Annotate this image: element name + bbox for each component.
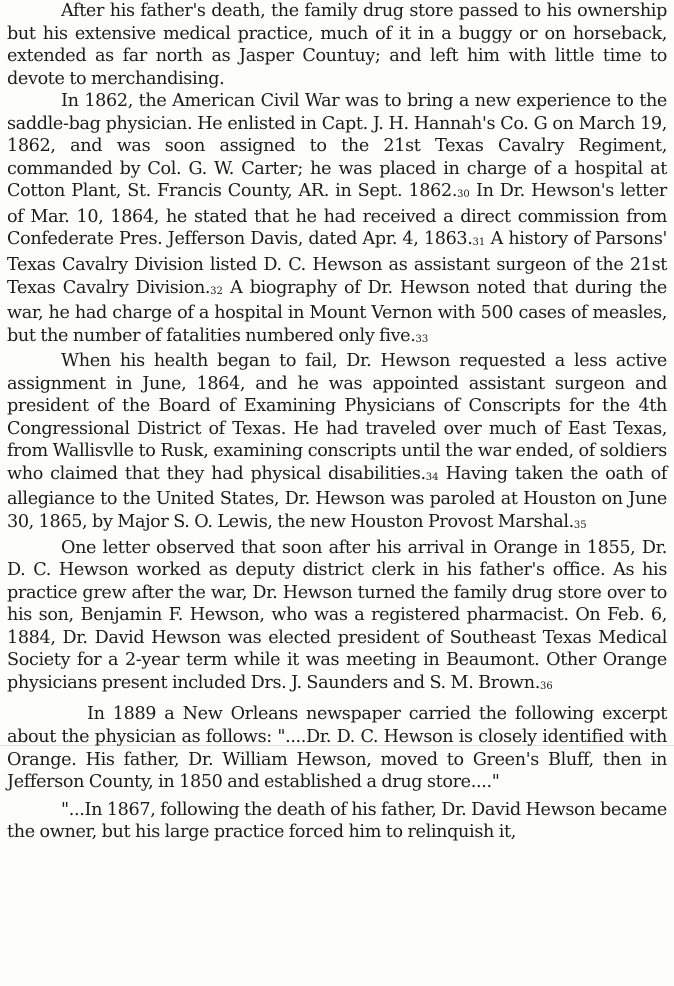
- footnote-ref-31: 31: [472, 237, 486, 249]
- paragraph-2-segment-4: A biography of Dr. Hewson noted that during the war, he had charge of a hospital in Mount Vernon with 500 cases of measles, but the number of fatalities numbered only five.: [7, 277, 667, 346]
- paragraph-2-segment-1: In 1862, the American Civil War was to bring a new experience to the saddle-bag physician. He enlisted in Capt. J. H. Hannah's Co. G on March 19, 1862, and was soon assigned to the 21st Texas Cavalry Regiment, commanded by Col. G. W. Carter; he was placed in charge of a hospital at Cotton Plant, St. Francis County, AR. in Sept. 1862.: [7, 91, 667, 202]
- footnote-ref-36: 36: [540, 680, 553, 692]
- paragraph-4-segment-1: One letter observed that soon after his arrival in Orange in 1855, Dr. D. C. Hewson worked as deputy district clerk in his father's office. As his practice grew after the war, Dr. Hewson turned the family drug store over to his son, Benjamin F. Hewson, who was a registered pharmacist. On Feb. 6, 1884, Dr. David Hewson was elected president of Southeast Texas Medical Society for a 2-year term while it was meeting in Beaumont. Other Orange physicians present included Drs. J. Saunders and S. M. Brown.: [7, 537, 667, 693]
- paragraph-2: [7, 90, 667, 350]
- paragraph-2-segment-3: A history of Parsons' Texas Cavalry Division listed D. C. Hewson as assistant surgeon of the 21st Texas Cavalry Division.: [7, 229, 667, 298]
- paragraph-3: [7, 350, 667, 536]
- document-page: [7, 0, 667, 844]
- footnote-ref-30: 30: [457, 189, 470, 201]
- paragraph-4: [7, 537, 667, 698]
- footnote-ref-34: 34: [425, 471, 439, 483]
- footnote-ref-32: 32: [210, 285, 223, 297]
- footnote-ref-33: 33: [415, 333, 429, 345]
- paragraph-6: "...In 1867, following the death of his father, Dr. David Hewson became the owner, but his large practice forced him to relinquish it,: [7, 799, 667, 843]
- paragraph-3-segment-1: When his health began to fail, Dr. Hewson requested a less active assignment in June, 1864, and he was appointed assistant surgeon and president of the Board of Examining Physicians of Conscripts for the 4th Congressional District of Texas. He had traveled over much of East Texas, from Wallisvlle to Rusk, examining conscripts until the war ended, of soldiers who claimed that they had physical disabilities.: [7, 351, 667, 484]
- paragraph-5: In 1889 a New Orleans newspaper carried the following excerpt about the physician as follows: "....Dr. D. C. Hewson is closely identified with Orange. His father, Dr. William Hewson, moved to Green's Bluff, then in Jefferson County, in 1850 and established a drug store....": [7, 704, 667, 793]
- footnote-ref-35: 35: [573, 520, 587, 532]
- paragraph-3-segment-2: Having taken the oath of allegiance to the United States, Dr. Hewson was paroled at Houston on June 30, 1865, by Major S. O. Lewis, the new Houston Provost Marshal.: [7, 463, 667, 533]
- paragraph-1: After his father's death, the family drug store passed to his ownership but his extensive medical practice, much of it in a buggy or on horseback, extended as far north as Jasper Countuy; and left him with little time to devote to merchandising.: [7, 1, 667, 89]
- paragraph-2-segment-2: In Dr. Hewson's letter of Mar. 10, 1864, he stated that he had received a direct commission from Confederate Pres. Jefferson Davis, dated Apr. 4, 1863.: [7, 181, 667, 250]
- scan-artifact-line: [0, 745, 674, 746]
